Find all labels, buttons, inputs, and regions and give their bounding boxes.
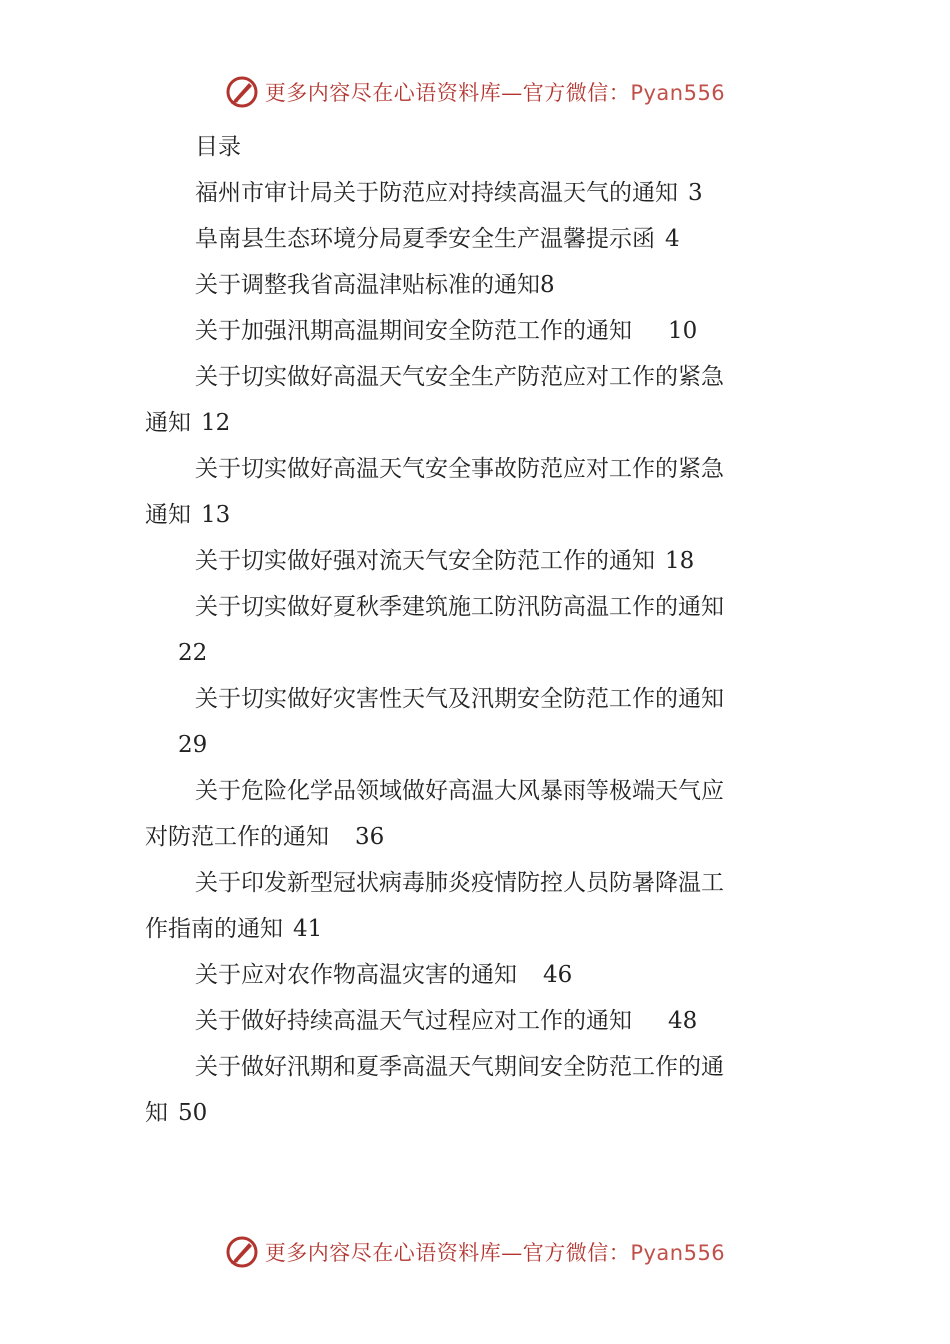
toc-entry-title: 关于做好持续高温天气过程应对工作的通知 [195, 1008, 632, 1034]
toc-entry-page: 3 [688, 180, 703, 206]
toc-entry[interactable] [145, 354, 805, 446]
toc-entry[interactable] [145, 1044, 805, 1136]
toc-entry-page: 13 [201, 502, 231, 528]
toc-entry[interactable] [145, 998, 805, 1044]
footer-banner [0, 1230, 950, 1274]
toc-entry-page: 41 [293, 916, 323, 942]
footer-wechat-id: Pyan556 [630, 1241, 726, 1265]
toc-entry-page: 4 [665, 226, 680, 252]
toc-entry-page: 18 [665, 548, 695, 574]
header-wechat-id: Pyan556 [630, 81, 726, 105]
toc-entry[interactable] [145, 538, 805, 584]
pen-circle-logo-icon [225, 1235, 259, 1269]
table-of-contents [145, 124, 805, 1136]
toc-entry-page: 50 [178, 1100, 208, 1126]
toc-entry-title-cont: 知 [145, 1100, 168, 1126]
toc-entry-title: 关于调整我省高温津贴标准的通知 [195, 272, 540, 298]
toc-entry-page: 46 [543, 962, 573, 988]
toc-entry[interactable] [145, 584, 805, 676]
footer-banner-text: 更多内容尽在心语资料库—官方微信：Pyan556 [264, 1241, 726, 1265]
toc-entry-page: 48 [668, 1008, 698, 1034]
toc-entry-title-cont: 作指南的通知 [145, 916, 283, 942]
toc-entry-title: 关于切实做好灾害性天气及汛期安全防范工作的通知 [195, 686, 724, 712]
header-banner-text: 更多内容尽在心语资料库—官方微信：Pyan556 [264, 81, 726, 105]
toc-entry-title: 关于加强汛期高温期间安全防范工作的通知 [195, 318, 632, 344]
toc-entry-title: 关于做好汛期和夏季高温天气期间安全防范工作的通 [195, 1054, 724, 1080]
toc-entry-page: 8 [540, 272, 555, 298]
toc-entry-title: 关于危险化学品领域做好高温大风暴雨等极端天气应 [195, 778, 724, 804]
toc-entry-title: 关于印发新型冠状病毒肺炎疫情防控人员防暑降温工 [195, 870, 724, 896]
toc-entry[interactable] [145, 860, 805, 952]
toc-entry-page: 12 [201, 410, 231, 436]
toc-entry-title-cont: 对防范工作的通知 [145, 824, 329, 850]
toc-title: 目录 [195, 134, 241, 160]
toc-entry-title: 关于切实做好强对流天气安全防范工作的通知 [195, 548, 655, 574]
toc-entry-page: 29 [178, 732, 208, 758]
toc-entry[interactable] [145, 308, 805, 354]
toc-entry-page: 10 [668, 318, 698, 344]
toc-entry-title: 关于切实做好高温天气安全生产防范应对工作的紧急 [195, 364, 724, 390]
toc-entry-title: 关于切实做好高温天气安全事故防范应对工作的紧急 [195, 456, 724, 482]
toc-entry-title: 阜南县生态环境分局夏季安全生产温馨提示函 [195, 226, 655, 252]
toc-entry-title-cont: 通知 [145, 502, 191, 528]
toc-entry[interactable] [145, 216, 805, 262]
toc-entry[interactable] [145, 676, 805, 768]
header-banner [0, 70, 950, 114]
toc-entry[interactable] [145, 952, 805, 998]
toc-entry-title-cont: 通知 [145, 410, 191, 436]
toc-entry[interactable] [145, 768, 805, 860]
toc-entry[interactable] [145, 262, 805, 308]
toc-entry-title: 福州市审计局关于防范应对持续高温天气的通知 [195, 180, 678, 206]
toc-entry[interactable] [145, 446, 805, 538]
toc-entry-title: 关于应对农作物高温灾害的通知 [195, 962, 517, 988]
toc-entry-page: 36 [355, 824, 385, 850]
pen-circle-logo-icon [225, 75, 259, 109]
toc-entry[interactable] [145, 170, 805, 216]
toc-entry-title: 关于切实做好夏秋季建筑施工防汛防高温工作的通知 [195, 594, 724, 620]
toc-entry-page: 22 [178, 640, 208, 666]
